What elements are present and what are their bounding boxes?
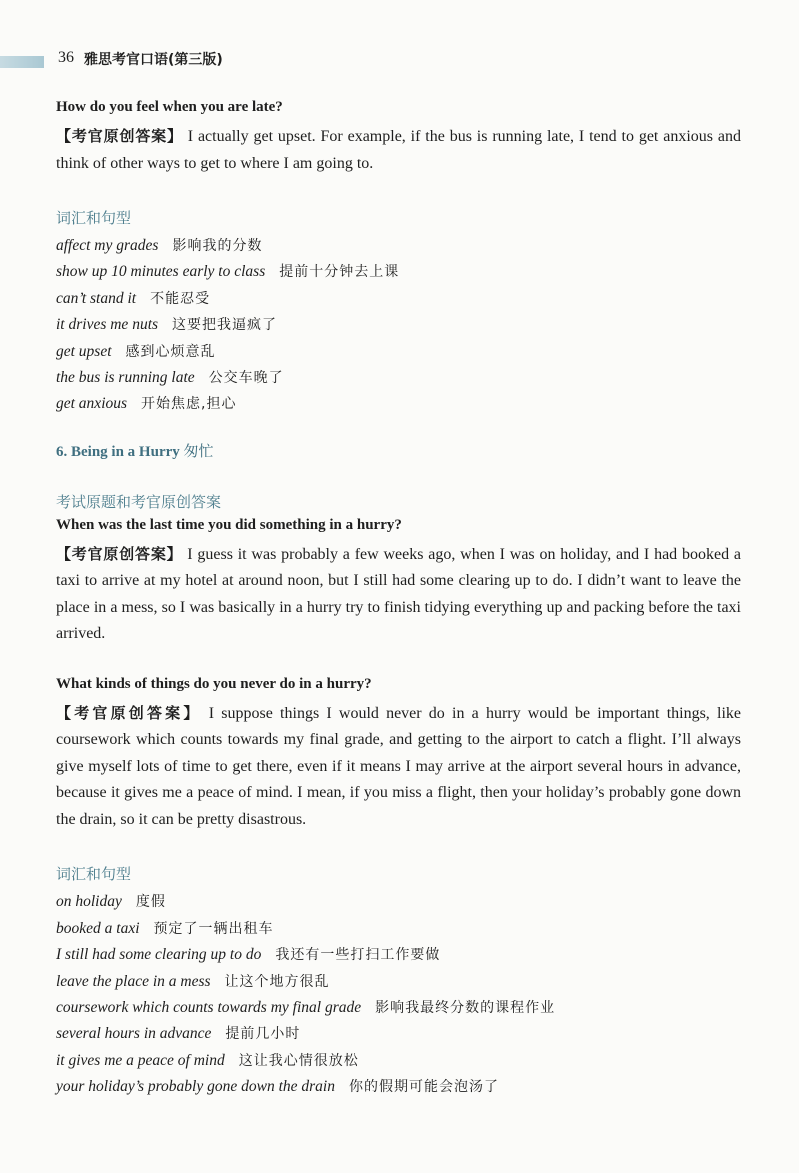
vocab-chinese: 你的假期可能会泡汤了	[349, 1079, 499, 1096]
vocab-chinese: 我还有一些打扫工作要做	[275, 947, 441, 964]
vocab-chinese: 不能忍受	[150, 290, 211, 307]
vocab-item	[56, 1048, 741, 1074]
vocab-item	[56, 259, 741, 285]
vocab-item	[56, 942, 741, 968]
vocab-item	[56, 969, 741, 995]
vocab-english: your holiday’s probably gone down the drain	[56, 1078, 335, 1096]
vocab-english: several hours in advance	[56, 1025, 212, 1043]
vocab-english: affect my grades	[56, 237, 159, 254]
vocab-item	[56, 889, 741, 915]
vocab-item	[56, 286, 741, 312]
page-number: 36	[58, 49, 74, 66]
vocab-english: get anxious	[56, 395, 128, 413]
vocab-item	[56, 995, 741, 1021]
vocab-english: the bus is running late	[56, 369, 195, 387]
answer-never-hurry	[56, 700, 741, 834]
vocab-english: it drives me nuts	[56, 316, 159, 334]
vocab-list-2	[56, 889, 741, 1100]
vocab-item	[56, 312, 741, 338]
vocab-chinese: 影响我的分数	[172, 238, 263, 254]
running-title: 雅思考官口语(第三版)	[84, 52, 223, 68]
page-header	[0, 46, 799, 74]
vocab-item	[56, 916, 741, 942]
vocab-item	[56, 233, 741, 259]
vocab-chinese: 开始焦虑,担心	[141, 396, 237, 413]
vocab-item	[56, 365, 741, 391]
vocab-chinese: 提前几小时	[225, 1026, 301, 1043]
vocab-chinese: 公交车晚了	[208, 370, 284, 387]
vocab-english: coursework which counts towards my final grade	[56, 998, 362, 1016]
vocab-chinese: 让这个地方很乱	[224, 973, 330, 990]
answer-hurry-last	[56, 541, 741, 648]
section-heading-en: 6. Being in a Hurry	[56, 443, 180, 460]
vocab-chinese: 这让我心情很放松	[238, 1052, 359, 1069]
vocab-item	[56, 1074, 741, 1100]
header-decoration-bar	[0, 56, 44, 68]
answer-late	[56, 123, 741, 177]
vocab-title: 词汇和句型	[56, 865, 132, 884]
answer-text: I guess it was probably a few weeks ago, when I was on holiday, and I had booked a taxi to arrive at my hotel at around noon, but I still had some clearing up to do. I didn’t want to leave the place in a mess, so I was basically in a hurry try to finish tidying everything up and packing before the taxi arrived.	[56, 545, 741, 643]
vocab-chinese: 影响我最终分数的课程作业	[375, 999, 556, 1016]
vocab-chinese: 预定了一辆出租车	[153, 920, 274, 937]
vocab-item	[56, 391, 741, 417]
question-late: How do you feel when you are late?	[56, 99, 283, 115]
vocab-item	[56, 339, 741, 365]
answer-tag: 【考官原创答案】	[56, 127, 183, 145]
page-content	[56, 97, 741, 1101]
vocab-english: it gives me a peace of mind	[56, 1051, 225, 1069]
vocab-chinese: 提前十分钟去上课	[279, 264, 400, 281]
vocab-english: I still had some clearing up to do	[56, 946, 262, 964]
section-heading-zh: 匆忙	[183, 441, 214, 460]
answer-tag: 【考官原创答案】	[56, 544, 183, 563]
section-heading	[56, 440, 741, 463]
vocab-english: show up 10 minutes early to class	[56, 263, 266, 281]
vocab-english: on holiday	[56, 893, 122, 911]
vocab-english: can’t stand it	[56, 289, 137, 307]
vocab-chinese: 度假	[135, 894, 166, 911]
question-hurry-last: When was the last time you did something in a hurry?	[56, 516, 402, 533]
vocab-english: leave the place in a mess	[56, 972, 211, 990]
vocab-english: booked a taxi	[56, 919, 140, 937]
subsection-title: 考试原题和考官原创答案	[56, 492, 222, 511]
question-never-hurry: What kinds of things do you never do in a hurry?	[56, 675, 372, 692]
vocab-list-1	[56, 233, 741, 418]
vocab-chinese: 感到心烦意乱	[125, 343, 216, 360]
answer-tag: 【考官原创答案】	[56, 703, 202, 722]
answer-text: I suppose things I would never do in a hurry would be important things, like coursework which counts towards my final grade, and getting to the airport to catch a flight. I’ll always give myself lots of time to get there, even if it means I may arrive at the airport several hours in advance, because it gives me a peace of mind. I mean, if you miss a flight, then your holiday’s probably gone down the drain, so it can be pretty disastrous.	[56, 704, 741, 828]
vocab-item	[56, 1021, 741, 1047]
vocab-english: get upset	[56, 342, 112, 360]
answer-text: I actually get upset. For example, if the bus is running late, I tend to get anxious and think of other ways to get to where I am going to.	[56, 128, 741, 172]
vocab-title: 词汇和句型	[56, 209, 132, 227]
vocab-chinese: 这要把我逼疯了	[172, 317, 278, 334]
